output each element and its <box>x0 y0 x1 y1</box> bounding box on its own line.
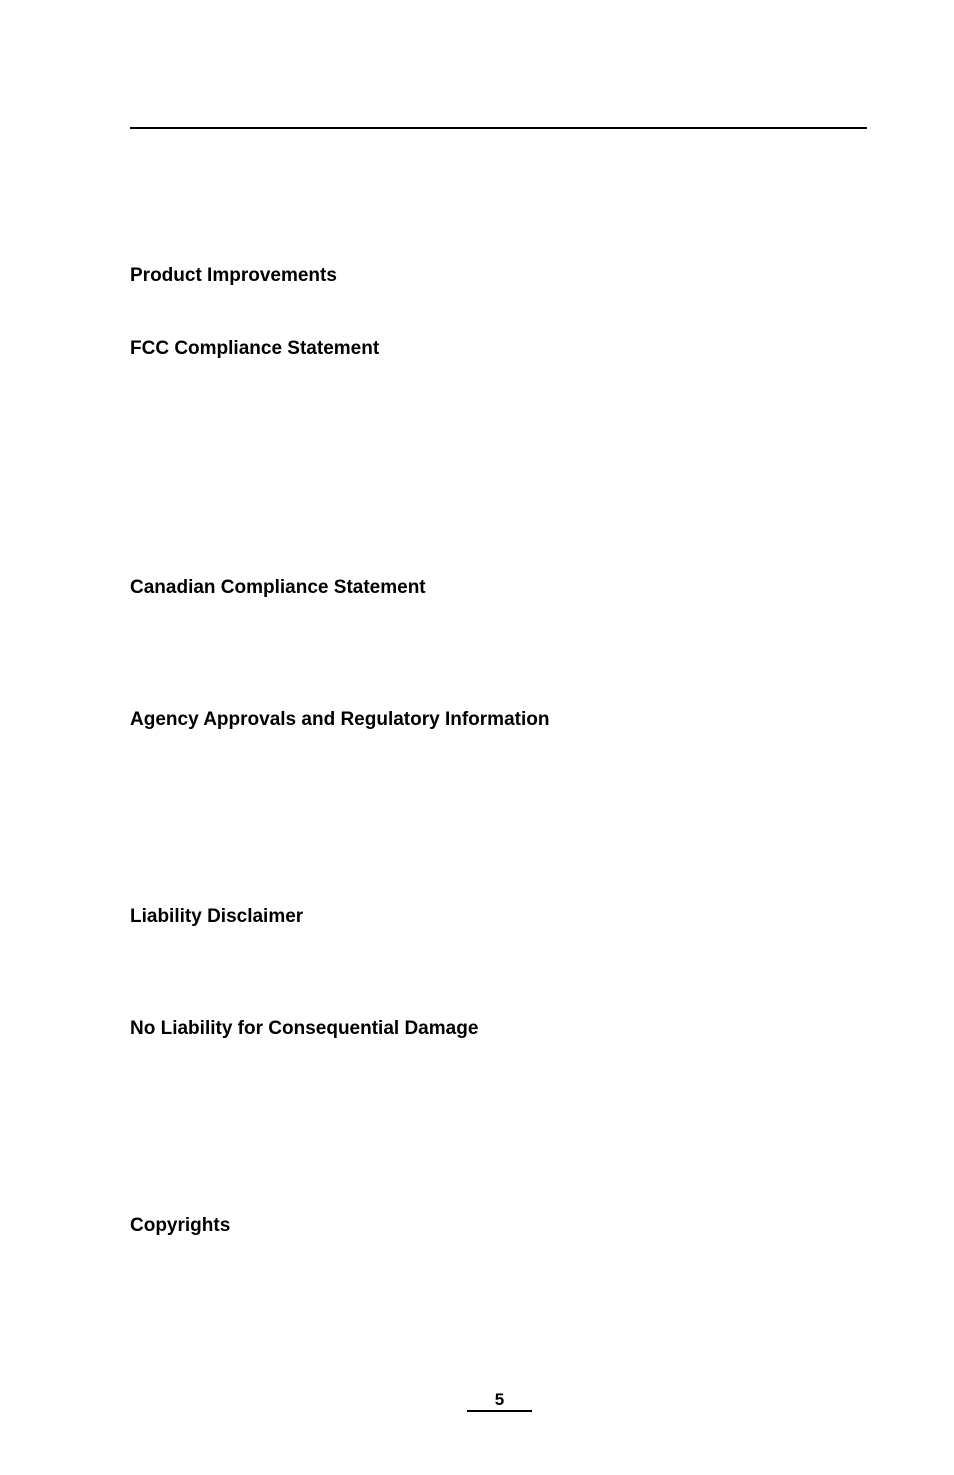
heading-liability-disclaimer: Liability Disclaimer <box>130 906 304 927</box>
header-rule <box>130 127 867 129</box>
page-number-underline <box>467 1410 532 1412</box>
heading-copyrights: Copyrights <box>130 1215 231 1236</box>
page-number: 5 <box>494 1390 505 1409</box>
heading-agency-approvals: Agency Approvals and Regulatory Information <box>130 709 550 730</box>
heading-fcc-compliance-statement: FCC Compliance Statement <box>130 338 380 359</box>
heading-canadian-compliance-statement: Canadian Compliance Statement <box>130 577 426 598</box>
heading-no-liability-consequential-damage: No Liability for Consequential Damage <box>130 1018 479 1039</box>
heading-product-improvements: Product Improvements <box>130 265 337 286</box>
